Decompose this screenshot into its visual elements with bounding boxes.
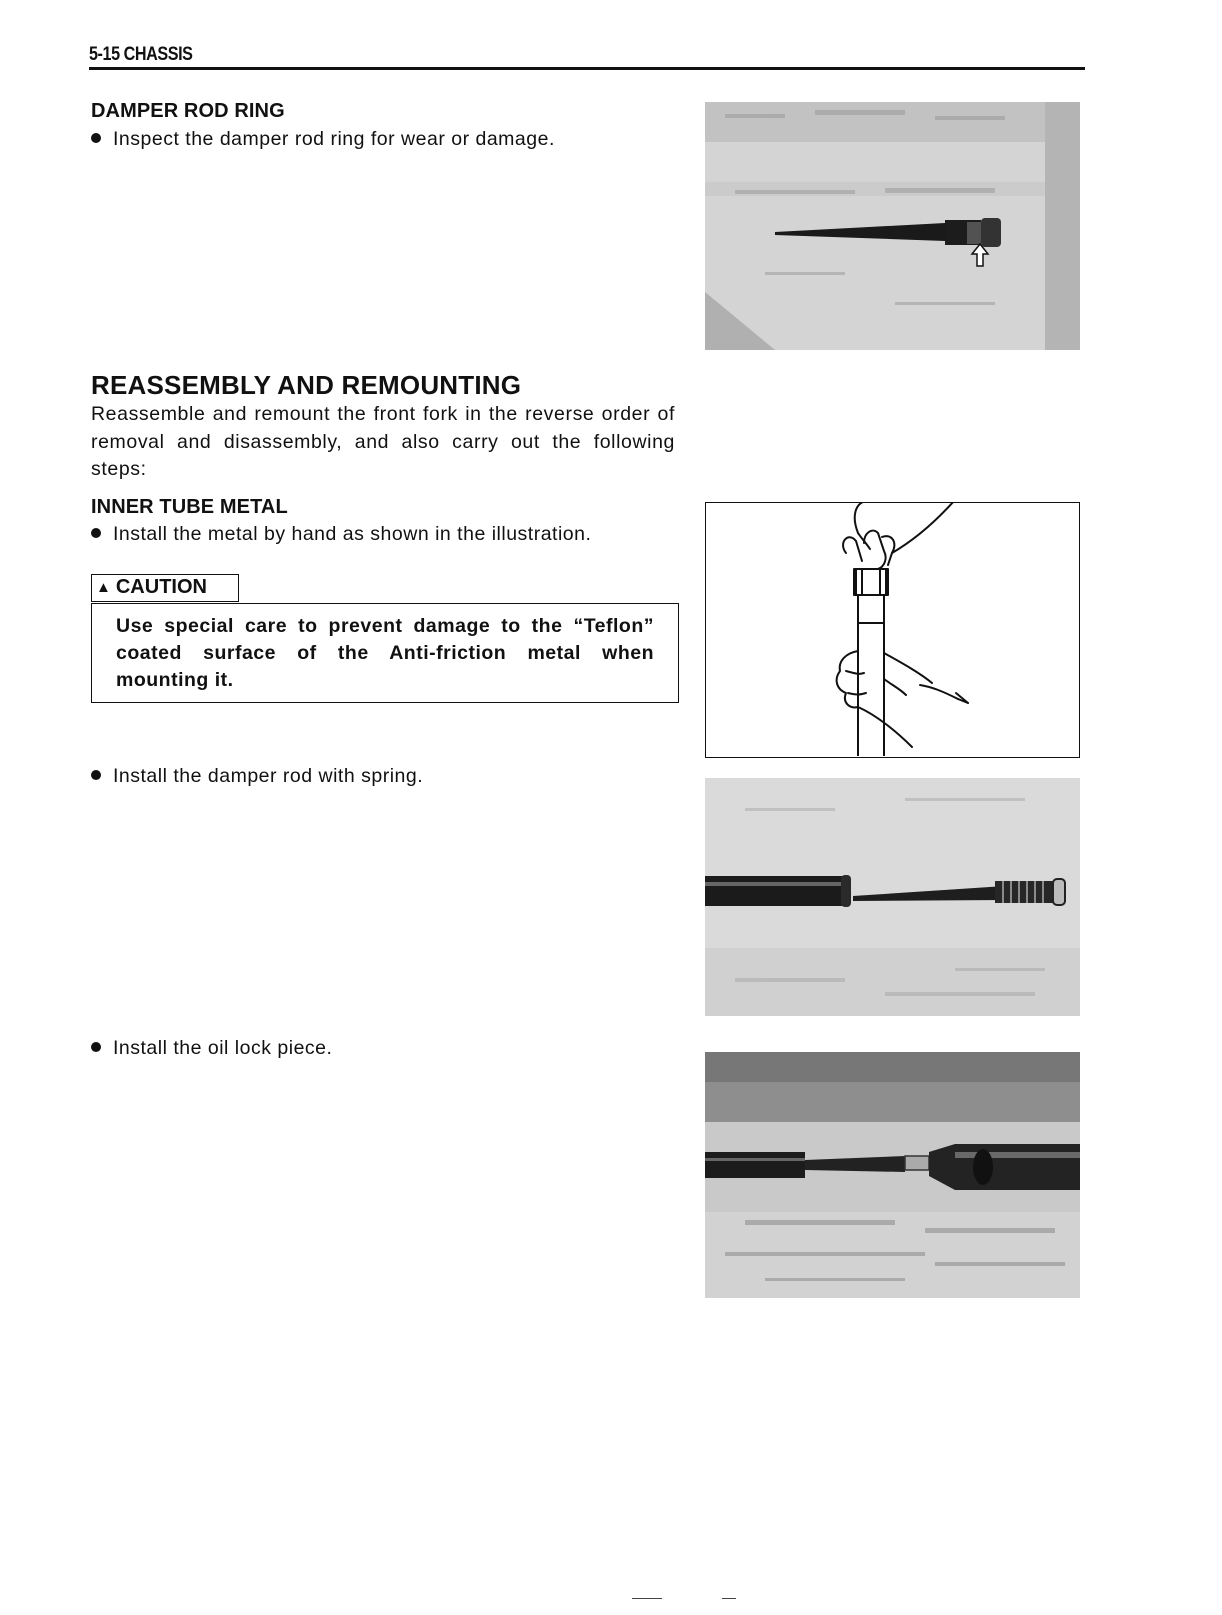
bullet-icon xyxy=(91,133,101,143)
header-rule xyxy=(89,67,1085,70)
bullet-icon xyxy=(91,1042,101,1052)
warning-triangle-icon: ▲ xyxy=(96,579,111,596)
caution-box xyxy=(91,603,679,703)
bullet-icon xyxy=(91,528,101,538)
scan-mark xyxy=(722,1598,736,1599)
oil-lock-step-bullet xyxy=(91,1037,332,1060)
damper-rod-step-bullet xyxy=(91,765,423,788)
bullet-icon xyxy=(91,770,101,780)
caution-text: Use special care to prevent damage to the “Teflon” coated surface of the Anti-friction metal when mounting it. xyxy=(116,615,654,691)
inner-tube-metal-illustration xyxy=(705,502,1080,758)
bullet-text: Inspect the damper rod ring for wear or damage. xyxy=(113,128,555,150)
damper-rod-ring-bullet xyxy=(91,128,555,151)
oil-lock-piece-photo xyxy=(705,1052,1080,1298)
reassembly-intro: Reassemble and remount the front fork in the reverse order of removal and disassembly, and also carry out the following steps: xyxy=(91,403,675,480)
bullet-text: Install the metal by hand as shown in the illustration. xyxy=(113,523,592,545)
bullet-text: Install the damper rod with spring. xyxy=(113,765,424,787)
reassembly-heading: REASSEMBLY AND REMOUNTING xyxy=(91,370,522,400)
caution-label xyxy=(91,574,239,602)
caution-label-text: CAUTION xyxy=(115,576,207,598)
inner-tube-metal-bullet xyxy=(91,523,591,546)
damper-rod-ring-photo xyxy=(705,102,1080,350)
bullet-text: Install the oil lock piece. xyxy=(113,1037,333,1059)
scan-mark xyxy=(632,1598,662,1599)
page-header: 5-15 CHASSIS xyxy=(89,44,193,65)
damper-rod-ring-heading: DAMPER ROD RING xyxy=(91,100,285,122)
inner-tube-metal-heading: INNER TUBE METAL xyxy=(91,496,288,518)
damper-rod-spring-photo xyxy=(705,778,1080,1016)
